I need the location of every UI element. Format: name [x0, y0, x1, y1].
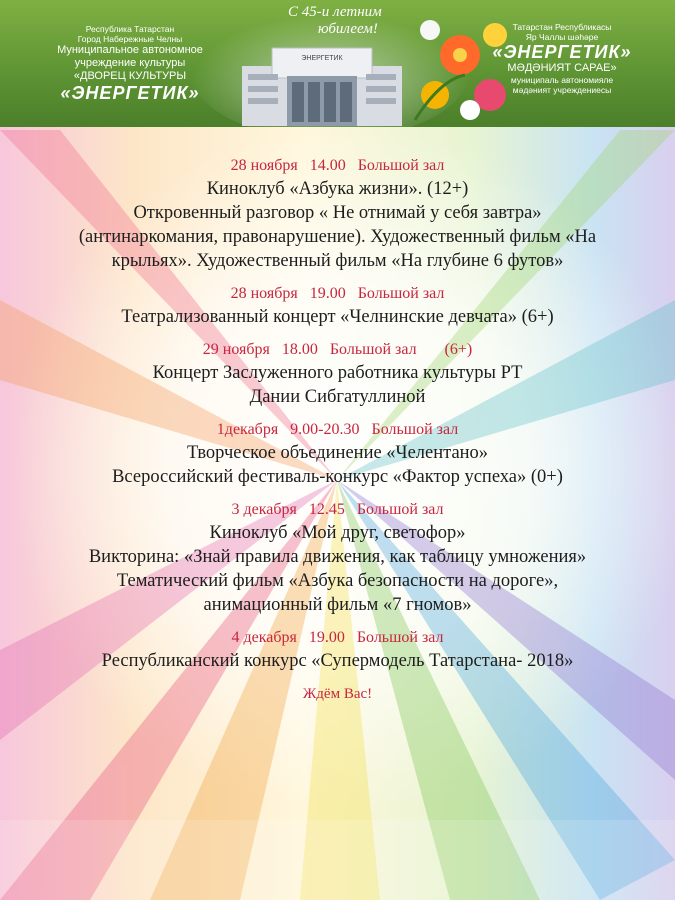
event-header: 29 ноября 18.00 Большой зал (6+) [202, 341, 473, 358]
institution-line-tatar-2: мәдәният учреждениесы [512, 85, 612, 95]
energetik-name-right: «ЭНЕРГЕТИК» [492, 42, 632, 62]
header-banner [0, 0, 675, 127]
event-block [0, 499, 675, 617]
event-block [0, 627, 675, 673]
event-block [0, 155, 675, 273]
event-header: 1декабря 9.00-20.30 Большой зал [216, 421, 459, 438]
palace-label: «ДВОРЕЦ КУЛЬТУРЫ [73, 70, 187, 82]
event-line: Дании Сибгатуллиной [249, 387, 426, 407]
header-left-block [30, 24, 230, 103]
event-line: Всероссийский фестиваль-конкурс «Фактор успеха» (0+) [112, 467, 563, 487]
energetik-name-left: «ЭНЕРГЕТИК» [60, 83, 200, 103]
event-line: Тематический фильм «Азбука безопасности на дороге», [116, 571, 559, 591]
institution-line-2: учреждение культуры [74, 57, 186, 69]
event-line: анимационный фильм «7 гномов» [203, 595, 472, 615]
institution-line-1: Муниципальное автономное [57, 44, 203, 56]
republic-label: Республика Татарстан [85, 24, 175, 34]
palace-building-illustration [232, 26, 412, 126]
event-header: 3 декабря 12.45 Большой зал [231, 501, 444, 518]
event-line: Киноклуб «Азбука жизни». (12+) [206, 179, 469, 199]
jubilee-line-1: С 45-и летним [288, 4, 382, 20]
event-header: 4 декабря 19.00 Большой зал [231, 629, 444, 646]
event-line: Откровенный разговор « Не отнимай у себя завтра» [133, 203, 542, 223]
institution-line-tatar-1: муниципаль автономияле [510, 75, 614, 85]
event-line: (антинаркомания, правонарушение). Художественный фильм «На [78, 227, 597, 247]
event-header: 28 ноября 14.00 Большой зал [230, 157, 445, 174]
event-block [0, 419, 675, 489]
city-label: Город Набережные Челны [77, 34, 183, 44]
closing-message: Ждём Вас! [302, 686, 373, 702]
republic-label-tatar: Татарстан Республикасы [512, 22, 612, 32]
palace-label-tatar: МӘДӘНИЯТ САРАЕ» [507, 62, 617, 74]
event-line: Викторина: «Знай правила движения, как таблицу умножения» [88, 547, 587, 567]
event-block [0, 339, 675, 409]
city-label-tatar: Яр Чаллы шәһәре [525, 32, 599, 42]
event-header: 28 ноября 19.00 Большой зал [230, 285, 445, 302]
jubilee-line-2: юбилеем! [318, 21, 378, 37]
event-line: Театрализованный концерт «Челнинские девчата» (6+) [121, 307, 554, 327]
event-line: Киноклуб «Мой друг, светофор» [209, 523, 466, 543]
event-line: Творческое объединение «Челентано» [186, 443, 489, 463]
header-right-block [462, 22, 662, 95]
event-line: Республиканский конкурс «Супермодель Татарстана- 2018» [101, 651, 574, 671]
jubilee-text [288, 4, 418, 38]
building-sign: ЭНЕРГЕТИК [301, 55, 343, 62]
events-list [0, 155, 675, 705]
event-block [0, 283, 675, 329]
event-line: крыльях». Художественный фильм «На глубине 6 футов» [111, 251, 564, 271]
event-line: Концерт Заслуженного работника культуры РТ [152, 363, 523, 383]
